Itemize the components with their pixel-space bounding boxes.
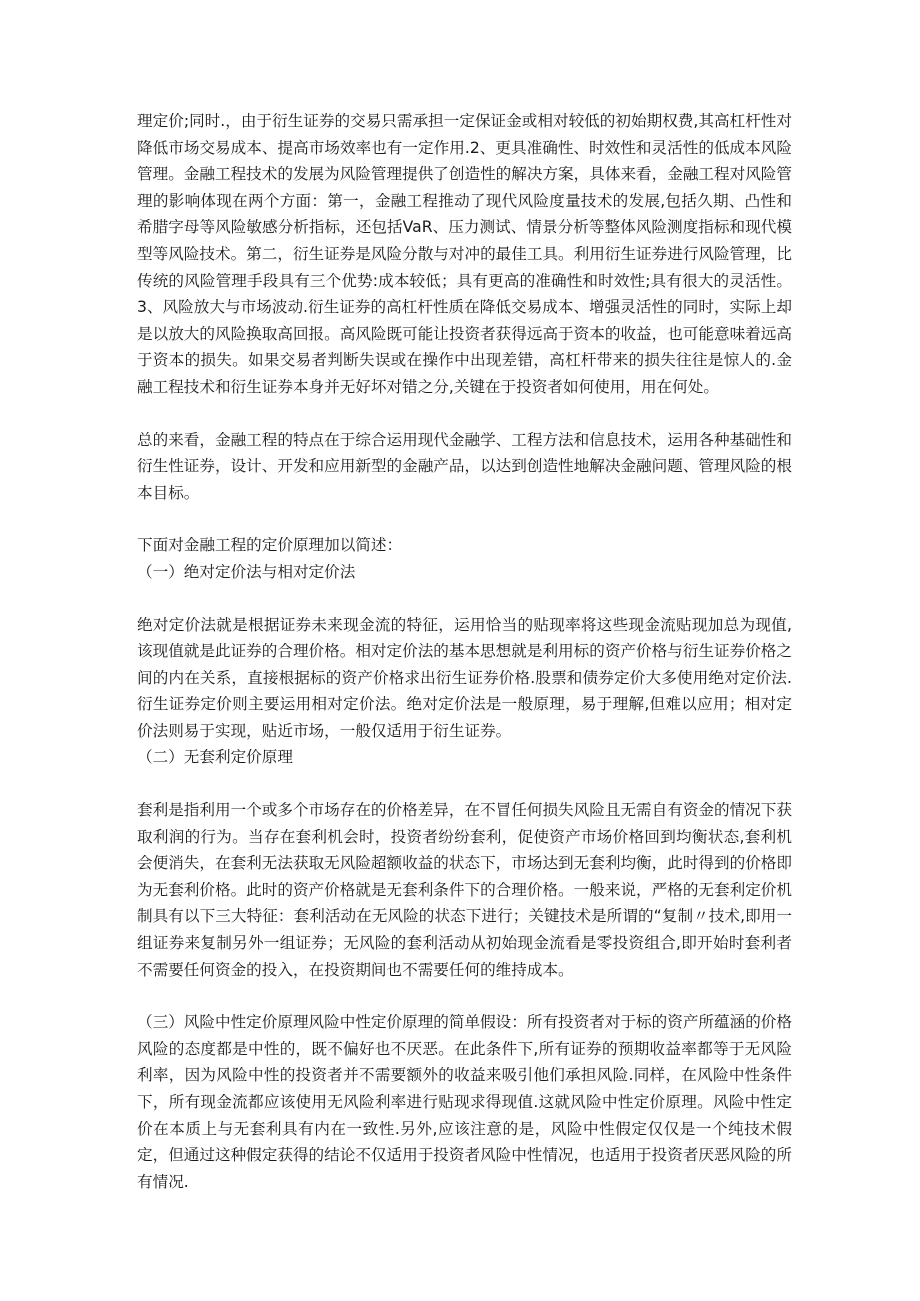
section-heading-no-arbitrage: （二）无套利定价原理 <box>137 748 293 767</box>
paragraph-risk-neutral: （三）风险中性定价原理风险中性定价原理的简单假设：所有投资者对于标的资产所蕴涵的价格风险的态度都是中性的，既不偏好也不厌恶。在此条件下,所有证券的预期收益率都等于无风险利率，因为风险中性的投资者并不需要额外的收益来吸引他们承担风险.同样，在风险中性条件下，所有现金流都应该使用无风险利率进行贴现求得现值.这就风险中性定价原理。风险中性定价在本质上与无套利具有内在一致性.另外,应该注意的是，风险中性假定仅仅是一个纯技术假定，但通过这种假定获得的结论不仅适用于投资者风险中性情况，也适用于投资者厌恶风险的所有情况. <box>137 1013 792 1191</box>
paragraph-summary: 总的来看，金融工程的特点在于综合运用现代金融学、工程方法和信息技术，运用各种基础性和衍生性证券，设计、开发和应用新型的金融产品，以达到创造性地解决金融问题、管理风险的根本目标。 <box>137 430 792 502</box>
document-body <box>137 108 792 1195</box>
paragraph-no-arbitrage: 套利是指利用一个或多个市场存在的价格差异，在不冒任何损失风险且无需自有资金的情况下获取利润的行为。当存在套利机会时，投资者纷纷套利，促使资产市场价格回到均衡状态,套利机会便消失，在套利无法获取无风险超额收益的状态下，市场达到无套利均衡，此时得到的价格即为无套利价格。此时的资产价格就是无套利条件下的合理价格。一般来说，严格的无套利定价机制具有以下三大特征：套利活动在无风险的状态下进行；关键技术是所谓的“复制〃技术,即用一组证券来复制另外一组证券；无风险的套利活动从初始现金流看是零投资组合,即开始时套利者不需要任何资金的投入，在投资期间也不需要任何的维持成本。 <box>137 801 792 979</box>
paragraph-intro-pricing: 下面对金融工程的定价原理加以简述： <box>137 536 403 555</box>
section-heading-absolute-relative: （一）绝对定价法与相对定价法 <box>137 562 356 581</box>
paragraph-risk-management: 理定价;同时.，由于衍生证券的交易只需承担一定保证金或相对较低的初始期权费,其高杠杆性对降低市场交易成本、提高市场效率也有一定作用.2、更具准确性、时效性和灵活性的低成本风险管理。金融工程技术的发展为风险管理提供了创造性的解决方案，具体来看，金融工程对风险管理的影响体现在两个方面：第一，金融工程推动了现代风险度量技术的发展,包括久期、凸性和希腊字母等风险敏感分析指标，还包括VaR、压力测试、情景分析等整体风险测度指标和现代模型等风险技术。第二，衍生证券是风险分散与对冲的最佳工具。利用衍生证券进行风险管理，比传统的风险管理手段具有三个优势:成本较低；具有更高的准确性和时效性;具有很大的灵活性。3、风险放大与市场波动.衍生证券的高杠杆性质在降低交易成本、增强灵活性的同时，实际上却是以放大的风险换取高回报。高风险既可能让投资者获得远高于资本的收益，也可能意味着远高于资本的损失。如果交易者判断失误或在操作中出现差错，高杠杆带来的损失往往是惊人的.金融工程技术和衍生证券本身并无好坏对错之分,关键在于投资者如何使用，用在何处。 <box>137 112 792 396</box>
paragraph-absolute-relative: 绝对定价法就是根据证券未来现金流的特征，运用恰当的贴现率将这些现金流贴现加总为现值,该现值就是此证券的合理价格。相对定价法的基本思想就是利用标的资产价格与衍生证券价格之间的内在关系，直接根据标的资产价格求出衍生证券价格.股票和债券定价大多使用绝对定价法.衍生证券定价则主要运用相对定价法。绝对定价法是一般原理，易于理解,但难以应用；相对定价法则易于实现，贴近市场，一般仅适用于衍生证券。 <box>137 615 792 740</box>
